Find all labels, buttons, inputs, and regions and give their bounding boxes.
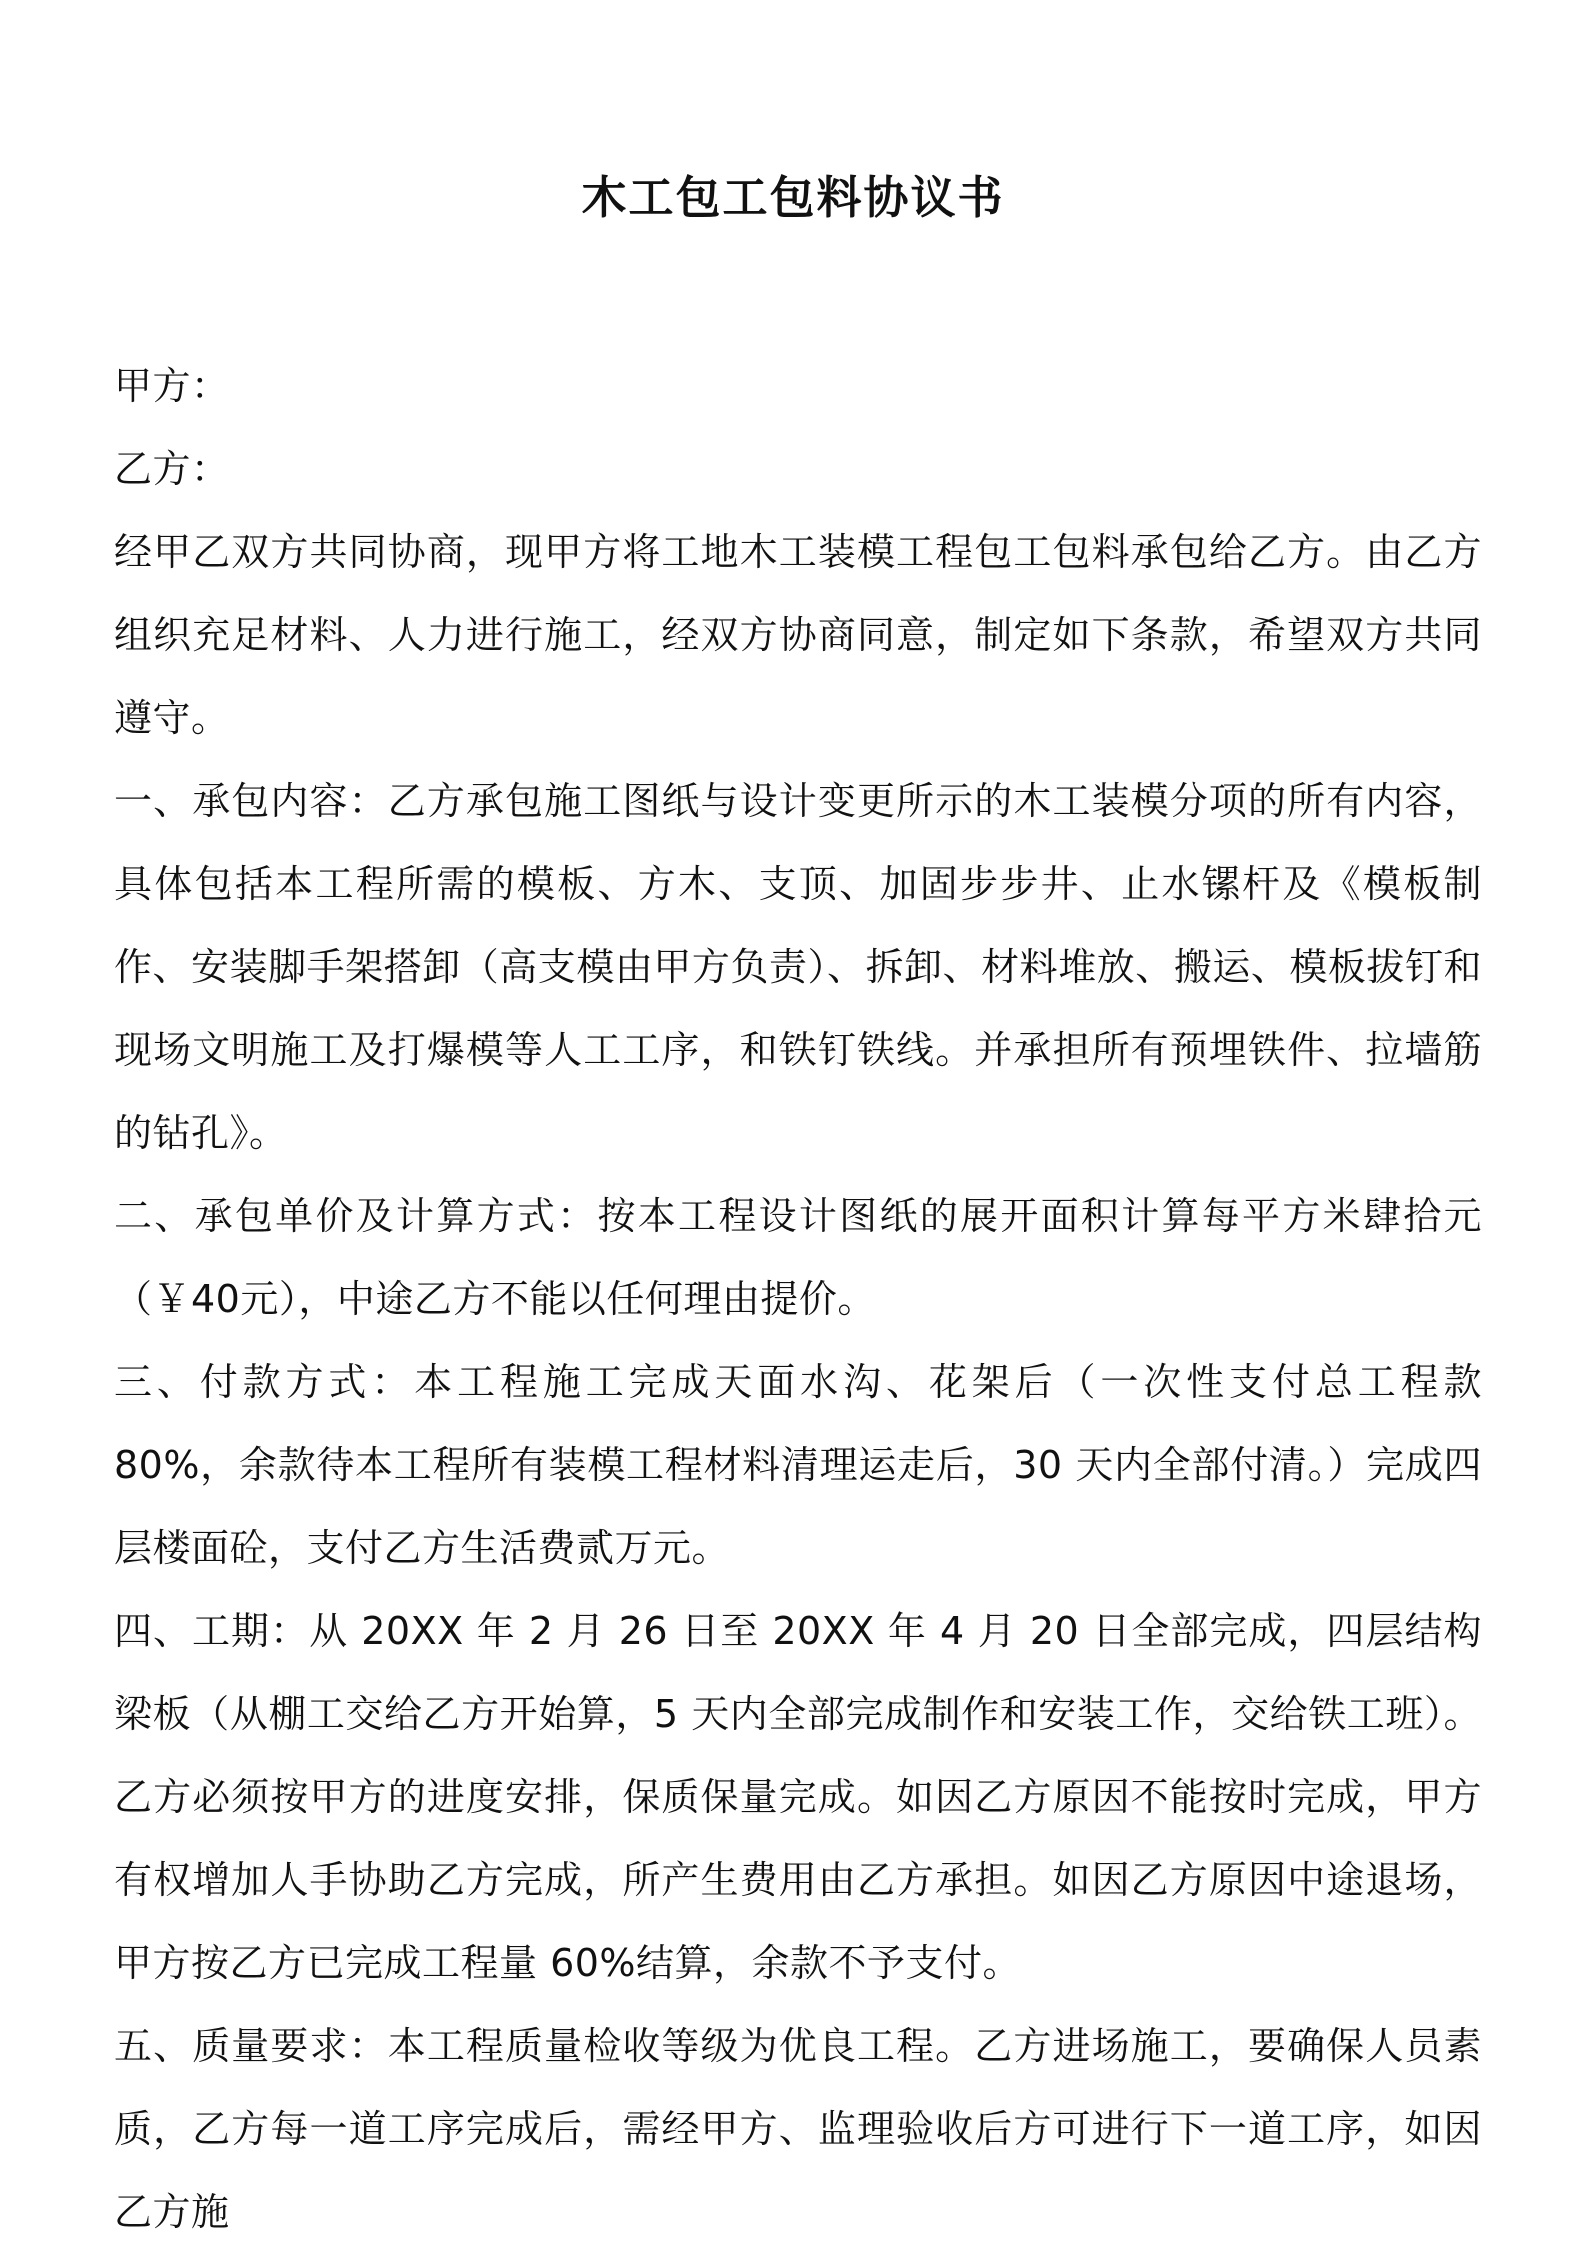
- document-body: [114, 345, 1482, 2254]
- intro-paragraph: 经甲乙双方共同协商，现甲方将工地木工装模工程包工包料承包给乙方。由乙方组织充足材料、人力进行施工，经双方协商同意，制定如下条款，希望双方共同遵守。: [114, 530, 1482, 740]
- clause-unit-price: 二、承包单价及计算方式：按本工程设计图纸的展开面积计算每平方米肆拾元（￥40元），中途乙方不能以任何理由提价。: [114, 1194, 1482, 1321]
- party-b-line: 乙方：: [114, 447, 230, 491]
- clause-contract-scope: 一、承包内容：乙方承包施工图纸与设计变更所示的木工装模分项的所有内容，具体包括本工程所需的模板、方木、支顶、加固步步井、止水镙杆及《模板制作、安装脚手架搭卸（高支模由甲方负责）、拆卸、材料堆放、搬运、模板拔钉和现场文明施工及打爆模等人工工序，和铁钉铁线。并承担所有预埋铁件、拉墙筋的钻孔》。: [114, 779, 1482, 1155]
- clause-schedule: 四、工期：从 20XX 年 2 月 26 日至 20XX 年 4 月 20 日全部完成，四层结构梁板（从棚工交给乙方开始算，5 天内全部完成制作和安装工作，交给铁工班）。乙方必须按甲方的进度安排，保质保量完成。如因乙方原因不能按时完成，甲方有权增加人手协助乙方完成，所产生费用由乙方承担。如因乙方原因中途退场，甲方按乙方已完成工程量 60%结算，余款不予支付。: [114, 1609, 1482, 1985]
- document-title: 木工包工包料协议书: [581, 171, 1005, 224]
- clause-payment: 三、付款方式：本工程施工完成天面水沟、花架后（一次性支付总工程款 80%，余款待本工程所有装模工程材料清理运走后，30 天内全部付清。）完成四层楼面砼，支付乙方生活费贰万元。: [114, 1360, 1482, 1570]
- party-a-line: 甲方：: [114, 364, 230, 408]
- clause-quality: 五、质量要求：本工程质量检收等级为优良工程。乙方进场施工，要确保人员素质，乙方每一道工序完成后，需经甲方、监理验收后方可进行下一道工序，如因乙方施: [114, 2024, 1482, 2234]
